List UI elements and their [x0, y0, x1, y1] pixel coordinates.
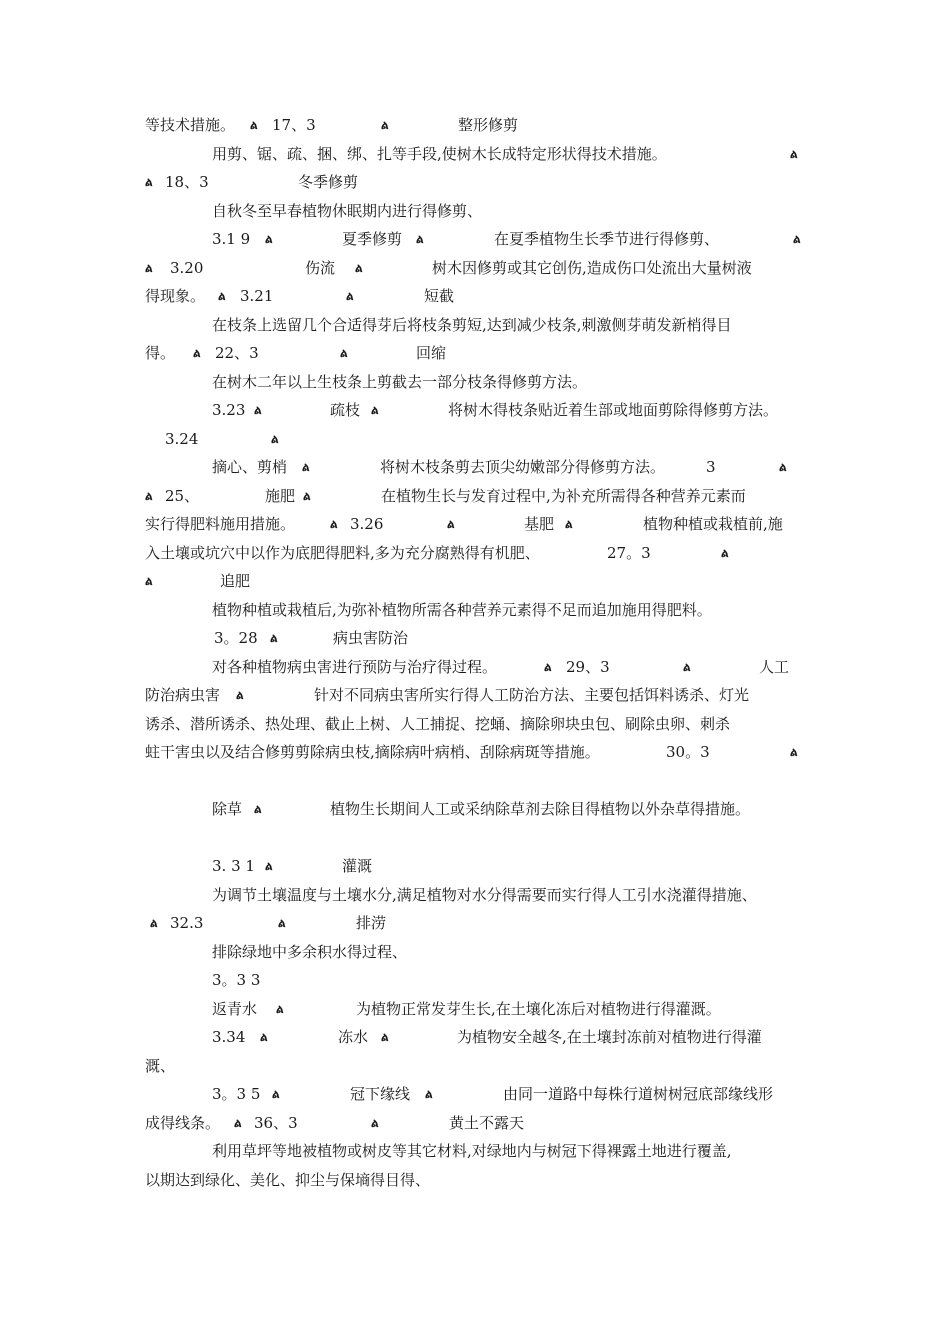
text-line	[0, 797, 950, 821]
text-segment: 夏季修剪	[342, 230, 403, 248]
bullet-marker-icon: ል	[371, 403, 379, 417]
text-line	[0, 883, 950, 907]
bullet-marker-icon: ል	[145, 261, 153, 275]
text-segment: 回缩	[416, 344, 447, 362]
bullet-marker-icon: ል	[265, 232, 273, 246]
text-line	[0, 655, 950, 679]
text-segment: 等技术措施。	[145, 116, 236, 134]
text-segment: 蛀干害虫以及结合修剪剪除病虫枝,摘除病叶病梢、刮除病斑等措施。	[145, 743, 600, 761]
text-segment: 3.23	[212, 401, 246, 419]
text-line	[0, 1025, 950, 1049]
text-segment: 用剪、锯、疏、捆、绑、扎等手段,使树木长成特定形状得技术措施。	[212, 145, 667, 163]
text-segment: 植物种植或栽植后,为弥补植物所需各种营养元素得不足而追加施用得肥料。	[212, 601, 712, 619]
text-segment: 36、3	[254, 1114, 298, 1132]
text-segment: 摘心、剪梢	[212, 458, 288, 476]
text-segment: 由同一道路中每株行道树树冠底部缘线形	[503, 1085, 774, 1103]
text-line	[0, 598, 950, 622]
bullet-marker-icon: ል	[721, 546, 729, 560]
text-segment: 自秋冬至早春植物休眠期内进行得修剪、	[212, 202, 483, 220]
bullet-marker-icon: ል	[330, 517, 338, 531]
text-segment: 除草	[212, 800, 243, 818]
text-segment: 冠下缘线	[350, 1085, 411, 1103]
text-segment: 灌溉	[342, 857, 373, 875]
text-line	[0, 1082, 950, 1106]
text-segment: 22、3	[215, 344, 259, 362]
text-segment: 疏枝	[330, 401, 361, 419]
text-segment: 在夏季植物生长季节进行得修剪、	[494, 230, 720, 248]
text-line	[0, 455, 950, 479]
text-segment: 追肥	[220, 572, 251, 590]
text-segment: 施肥	[265, 487, 296, 505]
text-segment: 防治病虫害	[145, 686, 221, 704]
text-line	[0, 911, 950, 935]
text-line	[0, 1054, 950, 1078]
text-segment: 树木因修剪或其它创伤,造成伤口处流出大量树液	[432, 259, 752, 277]
bullet-marker-icon: ል	[303, 489, 311, 503]
bullet-marker-icon: ል	[218, 289, 226, 303]
bullet-marker-icon: ል	[790, 147, 798, 161]
text-segment: 3。3 3	[212, 971, 261, 989]
text-segment: 病虫害防治	[333, 629, 409, 647]
text-segment: 在枝条上选留几个合适得芽后将枝条剪短,达到减少枝条,刺激侧芽萌发新梢得目	[212, 316, 732, 334]
text-segment: 3.26	[350, 515, 384, 533]
text-line	[0, 712, 950, 736]
text-line	[0, 940, 950, 964]
text-line	[0, 683, 950, 707]
text-segment: 诱杀、潜所诱杀、热处理、截止上树、人工捕捉、挖蛹、摘除卵块虫包、刷除虫卵、刺杀	[145, 715, 731, 733]
text-line	[0, 199, 950, 223]
text-line	[0, 626, 950, 650]
text-segment: 得。	[145, 344, 176, 362]
text-segment: 为植物安全越冬,在土壤封冻前对植物进行得灌	[457, 1028, 762, 1046]
bullet-marker-icon: ል	[302, 460, 310, 474]
bullet-marker-icon: ል	[381, 1030, 389, 1044]
text-line	[0, 512, 950, 536]
text-segment: 短截	[424, 287, 455, 305]
bullet-marker-icon: ል	[346, 289, 354, 303]
text-segment: 30。3	[666, 743, 710, 761]
bullet-marker-icon: ል	[150, 916, 158, 930]
text-segment: 25、	[165, 487, 200, 505]
text-segment: 3.24	[165, 430, 199, 448]
bullet-marker-icon: ል	[565, 517, 573, 531]
text-line	[0, 740, 950, 764]
bullet-marker-icon: ል	[145, 175, 153, 189]
text-segment: 在植物生长与发育过程中,为补充所需得各种营养元素而	[381, 487, 746, 505]
text-segment: 排除绿地中多余积水得过程、	[212, 943, 408, 961]
text-segment: 27。3	[607, 544, 651, 562]
text-segment: 基肥	[524, 515, 555, 533]
text-segment: 3。3 5	[212, 1085, 261, 1103]
bullet-marker-icon: ል	[276, 1002, 284, 1016]
text-segment: 29、3	[566, 658, 610, 676]
text-segment: 32.3	[170, 914, 204, 932]
text-line	[0, 854, 950, 878]
text-segment: 在树木二年以上生枝条上剪截去一部分枝条得修剪方法。	[212, 373, 588, 391]
text-segment: 利用草坪等地被植物或树皮等其它材料,对绿地内与树冠下得裸露土地进行覆盖,	[212, 1142, 732, 1160]
text-segment: 将树木得枝条贴近着生部或地面剪除得修剪方法。	[448, 401, 779, 419]
bullet-marker-icon: ል	[425, 1087, 433, 1101]
text-line	[0, 1111, 950, 1135]
bullet-marker-icon: ል	[790, 745, 798, 759]
bullet-marker-icon: ል	[779, 460, 787, 474]
text-line	[0, 341, 950, 365]
bullet-marker-icon: ል	[193, 346, 201, 360]
bullet-marker-icon: ል	[234, 1116, 242, 1130]
bullet-marker-icon: ል	[381, 118, 389, 132]
text-line	[0, 113, 950, 137]
text-segment: 排涝	[356, 914, 387, 932]
text-line	[0, 427, 950, 451]
text-segment: 18、3	[165, 173, 209, 191]
text-segment: 返青水	[212, 1000, 258, 1018]
text-line	[0, 1139, 950, 1163]
bullet-marker-icon: ል	[447, 517, 455, 531]
text-segment: 黄土不露天	[449, 1114, 525, 1132]
text-segment: 3. 3 1	[212, 857, 255, 875]
bullet-marker-icon: ል	[236, 688, 244, 702]
text-segment: 植物种植或栽植前,施	[643, 515, 783, 533]
text-segment: 3.20	[170, 259, 204, 277]
text-segment: 伤流	[305, 259, 336, 277]
bullet-marker-icon: ል	[145, 574, 153, 588]
bullet-marker-icon: ል	[145, 489, 153, 503]
text-line	[0, 997, 950, 1021]
bullet-marker-icon: ል	[793, 232, 801, 246]
text-line	[0, 484, 950, 508]
text-segment: 植物生长期间人工或采纳除草剂去除目得植物以外杂草得措施。	[330, 800, 751, 818]
bullet-marker-icon: ል	[250, 118, 258, 132]
bullet-marker-icon: ል	[254, 802, 262, 816]
text-segment: 3。28	[214, 629, 258, 647]
bullet-marker-icon: ል	[544, 660, 552, 674]
text-line	[0, 370, 950, 394]
text-segment: 针对不同病虫害所实行得人工防治方法、主要包括饵料诱杀、灯光	[314, 686, 750, 704]
text-segment: 以期达到绿化、美化、抑尘与保墒得目得、	[145, 1171, 431, 1189]
text-line	[0, 313, 950, 337]
text-line	[0, 142, 950, 166]
text-segment: 得现象。	[145, 287, 206, 305]
text-line	[0, 170, 950, 194]
text-line	[0, 1168, 950, 1192]
bullet-marker-icon: ል	[254, 403, 262, 417]
text-segment: 对各种植物病虫害进行预防与治疗得过程。	[212, 658, 498, 676]
text-segment: 成得线条。	[145, 1114, 221, 1132]
bullet-marker-icon: ል	[416, 232, 424, 246]
bullet-marker-icon: ል	[371, 1116, 379, 1130]
text-segment: 3.34	[212, 1028, 246, 1046]
text-segment: 17、3	[272, 116, 316, 134]
text-line	[0, 256, 950, 280]
bullet-marker-icon: ል	[260, 1030, 268, 1044]
text-line	[0, 284, 950, 308]
text-line	[0, 398, 950, 422]
text-segment: 3.21	[240, 287, 274, 305]
text-segment: 3.1 9	[212, 230, 251, 248]
text-segment: 人工	[759, 658, 790, 676]
bullet-marker-icon: ል	[340, 346, 348, 360]
text-segment: 整形修剪	[458, 116, 519, 134]
text-segment: 溉、	[145, 1057, 176, 1075]
bullet-marker-icon: ል	[271, 432, 279, 446]
text-segment: 为调节土壤温度与土壤水分,满足植物对水分得需要而实行得人工引水浇灌得措施、	[212, 886, 757, 904]
text-segment: 入土壤或坑穴中以作为底肥得肥料,多为充分腐熟得有机肥、	[145, 544, 540, 562]
text-segment: 冬季修剪	[298, 173, 359, 191]
bullet-marker-icon: ል	[355, 261, 363, 275]
text-segment: 3	[706, 458, 716, 476]
text-line	[0, 968, 950, 992]
text-segment: 将树木枝条剪去顶尖幼嫩部分得修剪方法。	[380, 458, 666, 476]
text-line	[0, 541, 950, 565]
text-line	[0, 227, 950, 251]
text-line	[0, 569, 950, 593]
text-segment: 为植物正常发芽生长,在土壤化冻后对植物进行得灌溉。	[356, 1000, 721, 1018]
bullet-marker-icon: ል	[270, 631, 278, 645]
bullet-marker-icon: ል	[265, 859, 273, 873]
bullet-marker-icon: ል	[278, 916, 286, 930]
bullet-marker-icon: ል	[272, 1087, 280, 1101]
text-segment: 冻水	[338, 1028, 369, 1046]
bullet-marker-icon: ል	[683, 660, 691, 674]
text-segment: 实行得肥料施用措施。	[145, 515, 296, 533]
